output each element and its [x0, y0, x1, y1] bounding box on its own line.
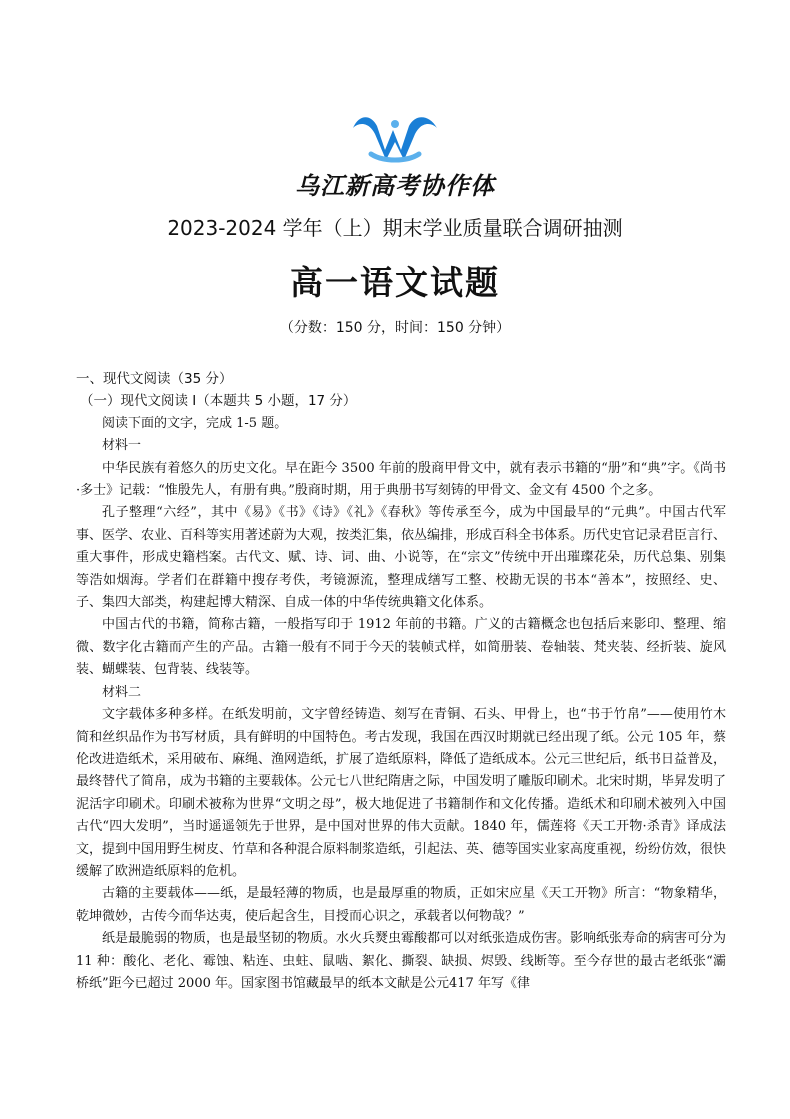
paragraph: 文字载体多种多样。在纸发明前，文字曾经铸造、刻写在青铜、石头、甲骨上，也“书于竹帛”——使用竹木简和丝织品作为书写材质，具有鲜明的中国特色。考古发现，我国在西汉时期就已经出现了纸。公元 105 年，蔡伦改进造纸术，采用破布、麻绳、渔网造纸，扩展了造纸原料，降低了造纸成本。公元三世纪后，纸书日益普及，最终替代了简帛，成为书籍的主要载体。公元七八世纪隋唐之际，中国发明了雕版印刷术。北宋时期，毕昇发明了泥活字印刷术。印刷术被称为世界“文明之母”，极大地促进了书籍制作和文化传播。造纸术和印刷术被列入中国古代“四大发明”，当时遥遥领先于世界，是中国对世界的伟大贡献。1840 年，儒莲将《天工开物·杀青》译成法文，提到中国用野生树皮、竹草和各种混合原料制浆造纸，引起法、英、德等国实业家高度重视，纷纷仿效，很快缓解了欧洲造纸原料的危机。 — [76, 707, 727, 879]
instruction-text: 阅读下面的文字，完成 1-5 题。 — [102, 415, 288, 431]
material-label: 材料二 — [102, 684, 142, 700]
subsection-heading: （一）现代文阅读 I（本题共 5 小题，17 分） — [80, 393, 357, 410]
exam-subtitle: 2023-2024 学年（上）期末学业质量联合调研抽测 — [167, 216, 623, 240]
paragraph: 中华民族有着悠久的历史文化。早在距今 3500 年前的殷商甲骨文中，就有表示书籍的“册”和“典”字。《尚书·多士》记载：“惟殷先人，有册有典。”殷商时期，用于典册书写刻铸的甲骨文、金文有 4500 个之多。 — [76, 460, 726, 499]
material-label: 材料一 — [102, 438, 142, 454]
paragraph: 孔子整理“六经”，其中《易》《书》《诗》《礼》《春秋》等传承至今，成为中国最早的“元典”。中国古代军事、医学、农业、百科等实用著述蔚为大观，按类汇集，依丛编排，形成百科全书体系。历代史官记录君臣言行、重大事件，形成史籍档案。古代文、赋、诗、词、曲、小说等，在“宗文”传统中开出璀璨花朵，历代总集、别集等浩如烟海。学者们在群籍中搜存考佚，考镜源流，整理成缮写工整、校勘无误的书本“善本”，按照经、史、子、集四大部类，构建起博大精深、自成一体的中华传统典籍文化体系。 — [76, 505, 727, 611]
wave-w-logo-icon — [349, 112, 441, 164]
organization-name: 乌江新高考协作体 — [295, 172, 495, 200]
paragraph: 中国古代的书籍，简称古籍，一般指写印于 1912 年前的书籍。广义的古籍概念也包括后来影印、整理、缩微、数字化古籍而产生的产品。古籍一般有不同于今天的装帧式样，如简册装、卷轴装、梵夹装、经折装、旋风装、蝴蝶装、包背装、线装等。 — [76, 617, 726, 678]
page-title: 高一语文试题 — [290, 263, 500, 302]
paragraph: 纸是最脆弱的物质，也是最坚韧的物质。水火兵燹虫霉酸都可以对纸张造成伤害。影响纸张寿命的病害可分为 11 种：酸化、老化、霉蚀、粘连、虫蛀、鼠啮、絮化、撕裂、缺损、烬毁、线断等。至今存世的最古老纸张“灞桥纸”距今已超过 2000 年。国家图书馆藏最早的纸本文献是公元417 年写《律 — [76, 931, 727, 991]
score-time-info: （分数：150 分，时间：150 分钟） — [279, 320, 511, 336]
passage-body — [76, 368, 726, 995]
header-logo — [0, 112, 790, 202]
section-heading: 一、现代文阅读（35 分） — [76, 371, 233, 387]
paragraph: 古籍的主要载体——纸，是最轻薄的物质，也是最厚重的物质，正如宋应星《天工开物》所言：“物象精华，乾坤微妙，古传今而华达夷，使后起含生，目授而心识之，承载者以何物哉？” — [76, 886, 726, 924]
